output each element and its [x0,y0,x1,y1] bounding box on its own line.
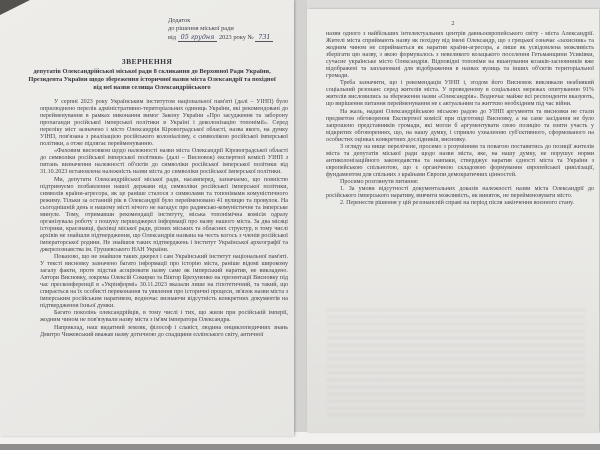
annex-date-handwritten: 05 грудня [178,33,218,42]
annex-line-3 [168,33,292,42]
request-item: 2. Перенести рішення у цій резонансній справі на період після закінчення воєнного стану. [340,200,574,207]
paragraph: Треба зазначити, що і рекомендація УІНП і, згодом його Висновок викликали неабиякий соціальний резонанс серед жителів міста. У проведеному в соціальних мережах опитуванню 91% жителів висловились за збереження назви «Олександрія». Водночас майже всі респонденти вказують, що вирішення питання перейменування не є актуальним та життєво необхідним під час війни. [326,80,594,108]
annex-date-suffix: 2023 року № [218,34,254,42]
page-1-body [40,99,288,339]
paragraph: Показово, що не знайшов таких джерел і сам Український інститут національної пам'яті. У тексті висновку зазначено багато інформації про історію міста, раніше відомі широкому загалу факти, проте підстав асоціювати назву саме як імперський наратив, не викладено. Автори Висновку, зокрема Олексій Сокирко та Віктор Брехуненко на презентації Висновку під час пресконференції в «Укрінформі» 30.11.2023 вказали лише на гіпотетичний, та такий, що спирається на їх особисті переконання та уявлення про історичні процеси, зв'язок назви міста з імперським російським наративом, водночас визнаючи відсутність конкретних документів на підтвердження їхньої думки. [40,254,288,310]
page-number: 2 [451,20,455,27]
annex-date-prefix: від [168,34,177,42]
annex-block [168,17,292,43]
paragraph: «Фаховим висновком щодо належності назви міста Олександрії Кіровоградської області до символіки російської імперської політики» (далі – Висновок) експертної комісії УІНП з питань визначення належності об'єктів до символіки російської імперської політики від 31.10.2023 встановлена належність назви міста до символіки російської імперської політики. [40,148,288,176]
paragraph: З огляду на вище перелічене, просимо з розумінням та повагою поставитись до позиції жителів міста та депутатів міської ради щодо назви міста, яке, на нашу думку, не порушує норми антиколонізаційного законодавства та навпаки, стверджує наратив єдності міста та України з європейською спільнотою, що є органічною складовою формування європейської цивілізації, фундаментом для спільних з країнами Європи демократичних цінностей. [326,143,594,178]
annex-line-1: Додаток [168,17,191,24]
paragraph: Наприклад, наш видатний земляк, філософ і славіст, людина енциклопедичних знань Дмитро Чижевський вважав назву дотичною до спадщини еллінського світу, античної [40,324,288,338]
paragraph: Багато поколінь олександрійців, в тому числі і тих, що жили при російській імперії, жодним чином не пов'язували назву міста з ім'ям імператора Олександра. [40,310,288,324]
paragraph: У серпні 2023 року Українським інститутом національної пам'яті (далі – УІНП) було оприлюднено перелік адміністративно-територіальних одиниць України, які рекомендовані до перейменування в рамках виконання вимог Закону України «Про засудження та заборону пропаганди російської імперської політики в Україні і деколонізацію топонімії». Серед переліку міст зазначено і місто Олександрія Кіровоградської області, назва якого, на думку УІНП, пов'язана з реалізацією російського колоніалізму, є символікою російської імперської політики, а отже підлягає перейменуванню. [40,99,288,148]
page-2-body [326,31,594,207]
document-title: ЗВЕРНЕННЯ [121,57,173,66]
annex-number-handwritten: 731 [255,33,273,42]
page-corner-fold [0,0,30,15]
annex-line-2: до рішення міської ради [168,25,234,33]
request-item: 1. За умови відсутності документальних доказів належності назви міста Олександрії до російського імперського наративу, вивчити можливість, як виняток, не перейменовувати місто. [326,186,594,200]
request-intro: Просимо розглянути питання: [340,178,419,185]
document-subtitle: депутатів Олександрійської міської ради 8 скликання до Верховної Ради України, Президента України щодо збереження історичної назви міста Олександрії та похідної від неї назви селища Олександрійського [28,68,276,91]
paragraph: Ми, депутати Олександрійської міської ради, насамперед, зазначаємо, що повністю підтримуємо позбавлення нашої держави від символіки російської імперської політики, символів країни-агресора, як це раніше сталося з символами та топонімами комуністичного режиму. Тільки за останній рік в Олександрії було перейменовано 41 вулицю та провулок. На сьогоднішній день в нашому місті нічого не нагадує про радянсько-комуністичне та імперське минуле. Тому, отримавши рекомендації інституту, міська топонімічна комісія одразу організувала роботу з пошуку першоджерел інформації про назву нашого міста. За два місяці історики, краєзнавці, фахівці міської ради, різних міських та обласних структур, в тому числі архівів не знайшли підтвердження, що Олександрія названа на честь когось з членів російської імператорської родини. Не знайшов таких підтверджень і інститут Української археографії та джерелознавства ім. Грушевського НАН України. [40,176,288,253]
page-gap-background [294,0,307,444]
scan-top-margin [307,0,600,9]
paragraph: назви одного з найбільших інтелектуальних центрів давньоєвропейського світу - міста Александрії. Жителі міста сприймають назву як похідну від імені Олександр, що з грецької означає «захисник» та жодним чином не сприймається як наратив країни-агресора, а лише як усвідомлена можливість зберігати цю назву, з якою формувалось з невеликого козацького поселення Гетьманщини Усиківки, сучасне українське місто Олександрія. Відповідні топоніми на вшанування козаків-засновників вже відображені та заплановані для відображення в назвах вулиць та інших об'єктів територіальної громади. [326,31,594,80]
page-1 [0,0,294,436]
paragraph: На жаль, надані Олександрійською міською радою до УІНП аргументи та висновки не стали предметом обговорення Експертної комісії при підготовці Висновку, а на саме засідання не було запрошено представників громади, які могли б аргументувати свою позицію та взяти участь у відкритих обговореннях, що, на нашу думку, і сприяло ухваленню суб'єктивного, сформованого на особистих оцінках конкретних дослідників, висновку. [326,108,594,143]
page-2 [307,9,599,432]
scan-edge [0,444,600,450]
